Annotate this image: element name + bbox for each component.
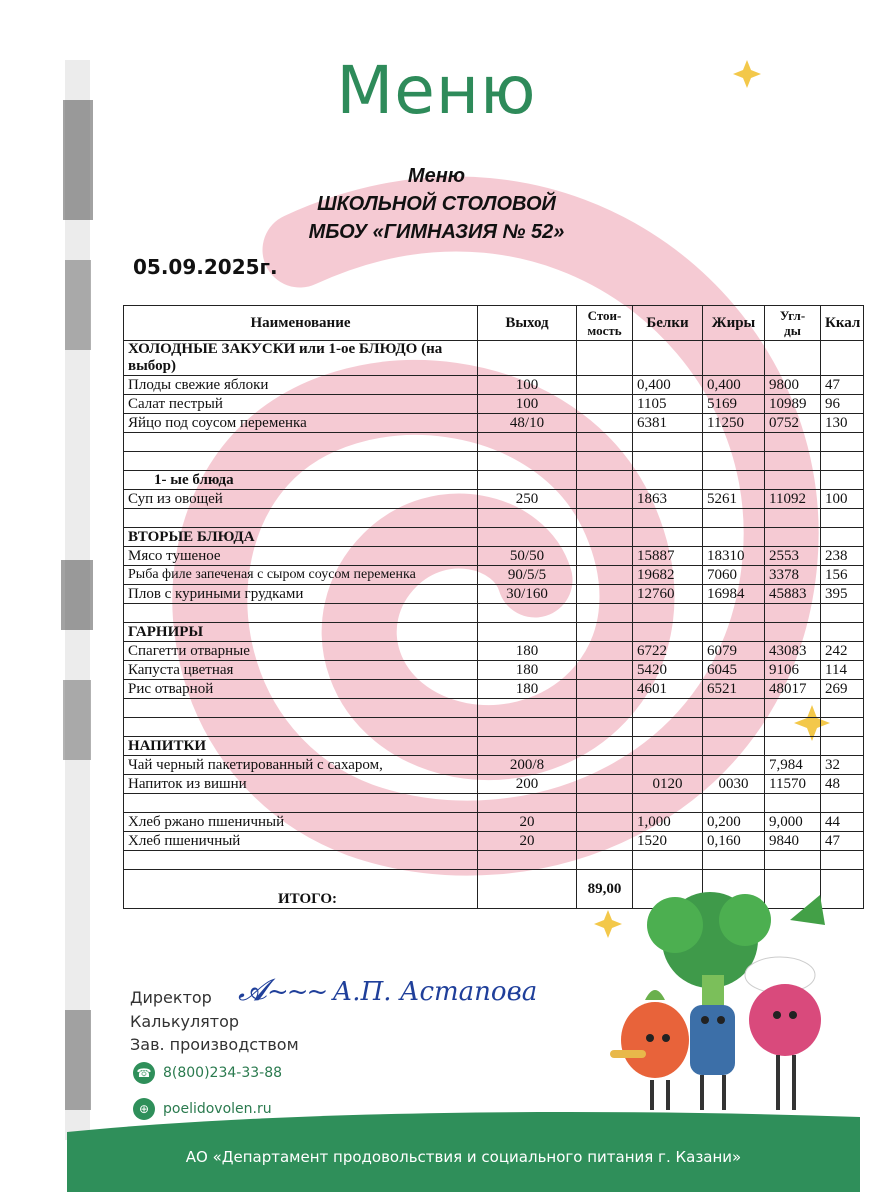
contact-phone[interactable]: ☎ 8(800)234-33-88 [133, 1062, 282, 1084]
section-row-drinks [124, 737, 864, 756]
total-label: ИТОГО: [124, 870, 478, 909]
header-protein: Белки [633, 306, 703, 341]
title-line-3: МБОУ «ГИМНАЗИЯ № 52» [308, 221, 565, 243]
table-row: Салат пестрый 100 1105 5169 10989 96 [124, 395, 864, 414]
table-row: Плов с куриными грудками 30/160 12760 16984 45883 395 [124, 585, 864, 604]
sparkle-icon [594, 910, 622, 938]
header-fat: Жиры [703, 306, 765, 341]
table-row: Напиток из вишни 200 0120 0030 11570 48 [124, 775, 864, 794]
empty-row [124, 509, 864, 528]
total-cost: 89,00 [577, 870, 633, 909]
title-line-1: Меню [407, 165, 466, 187]
vegetable-mascots-illustration [590, 880, 860, 1120]
section-cold-label: ХОЛОДНЫЕ ЗАКУСКИ или 1-ое БЛЮДО (на выбор) [124, 341, 478, 376]
table-row: Спагетти отварные 180 6722 6079 43083 242 [124, 642, 864, 661]
globe-icon: ⊕ [133, 1098, 155, 1120]
section-garnish-label: ГАРНИРЫ [124, 623, 478, 642]
table-header-row [124, 306, 864, 341]
menu-date: 05.09.2025г. [133, 255, 278, 279]
production-label: Зав. производством [130, 1035, 299, 1054]
empty-row [124, 604, 864, 623]
header-out: Выход [478, 306, 577, 341]
table-row: Хлеб пшеничный 20 1520 0,160 9840 47 [124, 832, 864, 851]
footer-organization: АО «Департамент продовольствия и социального питания г. Казани» [185, 1148, 742, 1166]
calculator-label: Калькулятор [130, 1012, 240, 1031]
empty-row [124, 851, 864, 870]
director-label: Директор [130, 988, 212, 1007]
section-row-first [124, 471, 864, 490]
table-row: Хлеб ржано пшеничный 20 1,000 0,200 9,000 44 [124, 813, 864, 832]
contact-site[interactable]: ⊕ poelidovolen.ru [133, 1098, 272, 1120]
empty-row [124, 452, 864, 471]
handwritten-signature: 𝓐~~~ А.П. Астапова [238, 973, 538, 1008]
table-row: Рис отварной 180 4601 6521 48017 269 [124, 680, 864, 699]
table-row: Рыба филе запеченая с сыром соусом переменка 90/5/5 19682 7060 3378 156 [124, 566, 864, 585]
table-row: Капуста цветная 180 5420 6045 9106 114 [124, 661, 864, 680]
section-first-label: 1- ые блюда [124, 471, 478, 490]
section-drinks-label: НАПИТКИ [124, 737, 478, 756]
section-second-label: ВТОРЫЕ БЛЮДА [124, 528, 478, 547]
table-row: Плоды свежие яблоки 100 0,400 0,400 9800 47 [124, 376, 864, 395]
empty-row [124, 794, 864, 813]
header-kcal: Ккал [821, 306, 864, 341]
table-row: Суп из овощей 250 1863 5261 11092 100 [124, 490, 864, 509]
section-row-second [124, 528, 864, 547]
menu-table [123, 305, 864, 909]
phone-icon: ☎ [133, 1062, 155, 1084]
table-row: Яйцо под соусом переменка 48/10 6381 11250 0752 130 [124, 414, 864, 433]
empty-row [124, 433, 864, 452]
header-name: Наименование [124, 306, 478, 341]
table-row: Чай черный пакетированный с сахаром, 200/8 7,984 32 [124, 756, 864, 775]
table-row: Мясо тушеное 50/50 15887 18310 2553 238 [124, 547, 864, 566]
empty-row [124, 718, 864, 737]
header-carb: Угл- ды [765, 306, 821, 341]
menu-logo: Меню [336, 52, 537, 129]
title-line-2: ШКОЛЬНОЙ СТОЛОВОЙ [317, 193, 556, 215]
header-cost: Стои- мость [577, 306, 633, 341]
empty-row [124, 699, 864, 718]
section-row-garnish [124, 623, 864, 642]
section-row-cold [124, 341, 864, 376]
